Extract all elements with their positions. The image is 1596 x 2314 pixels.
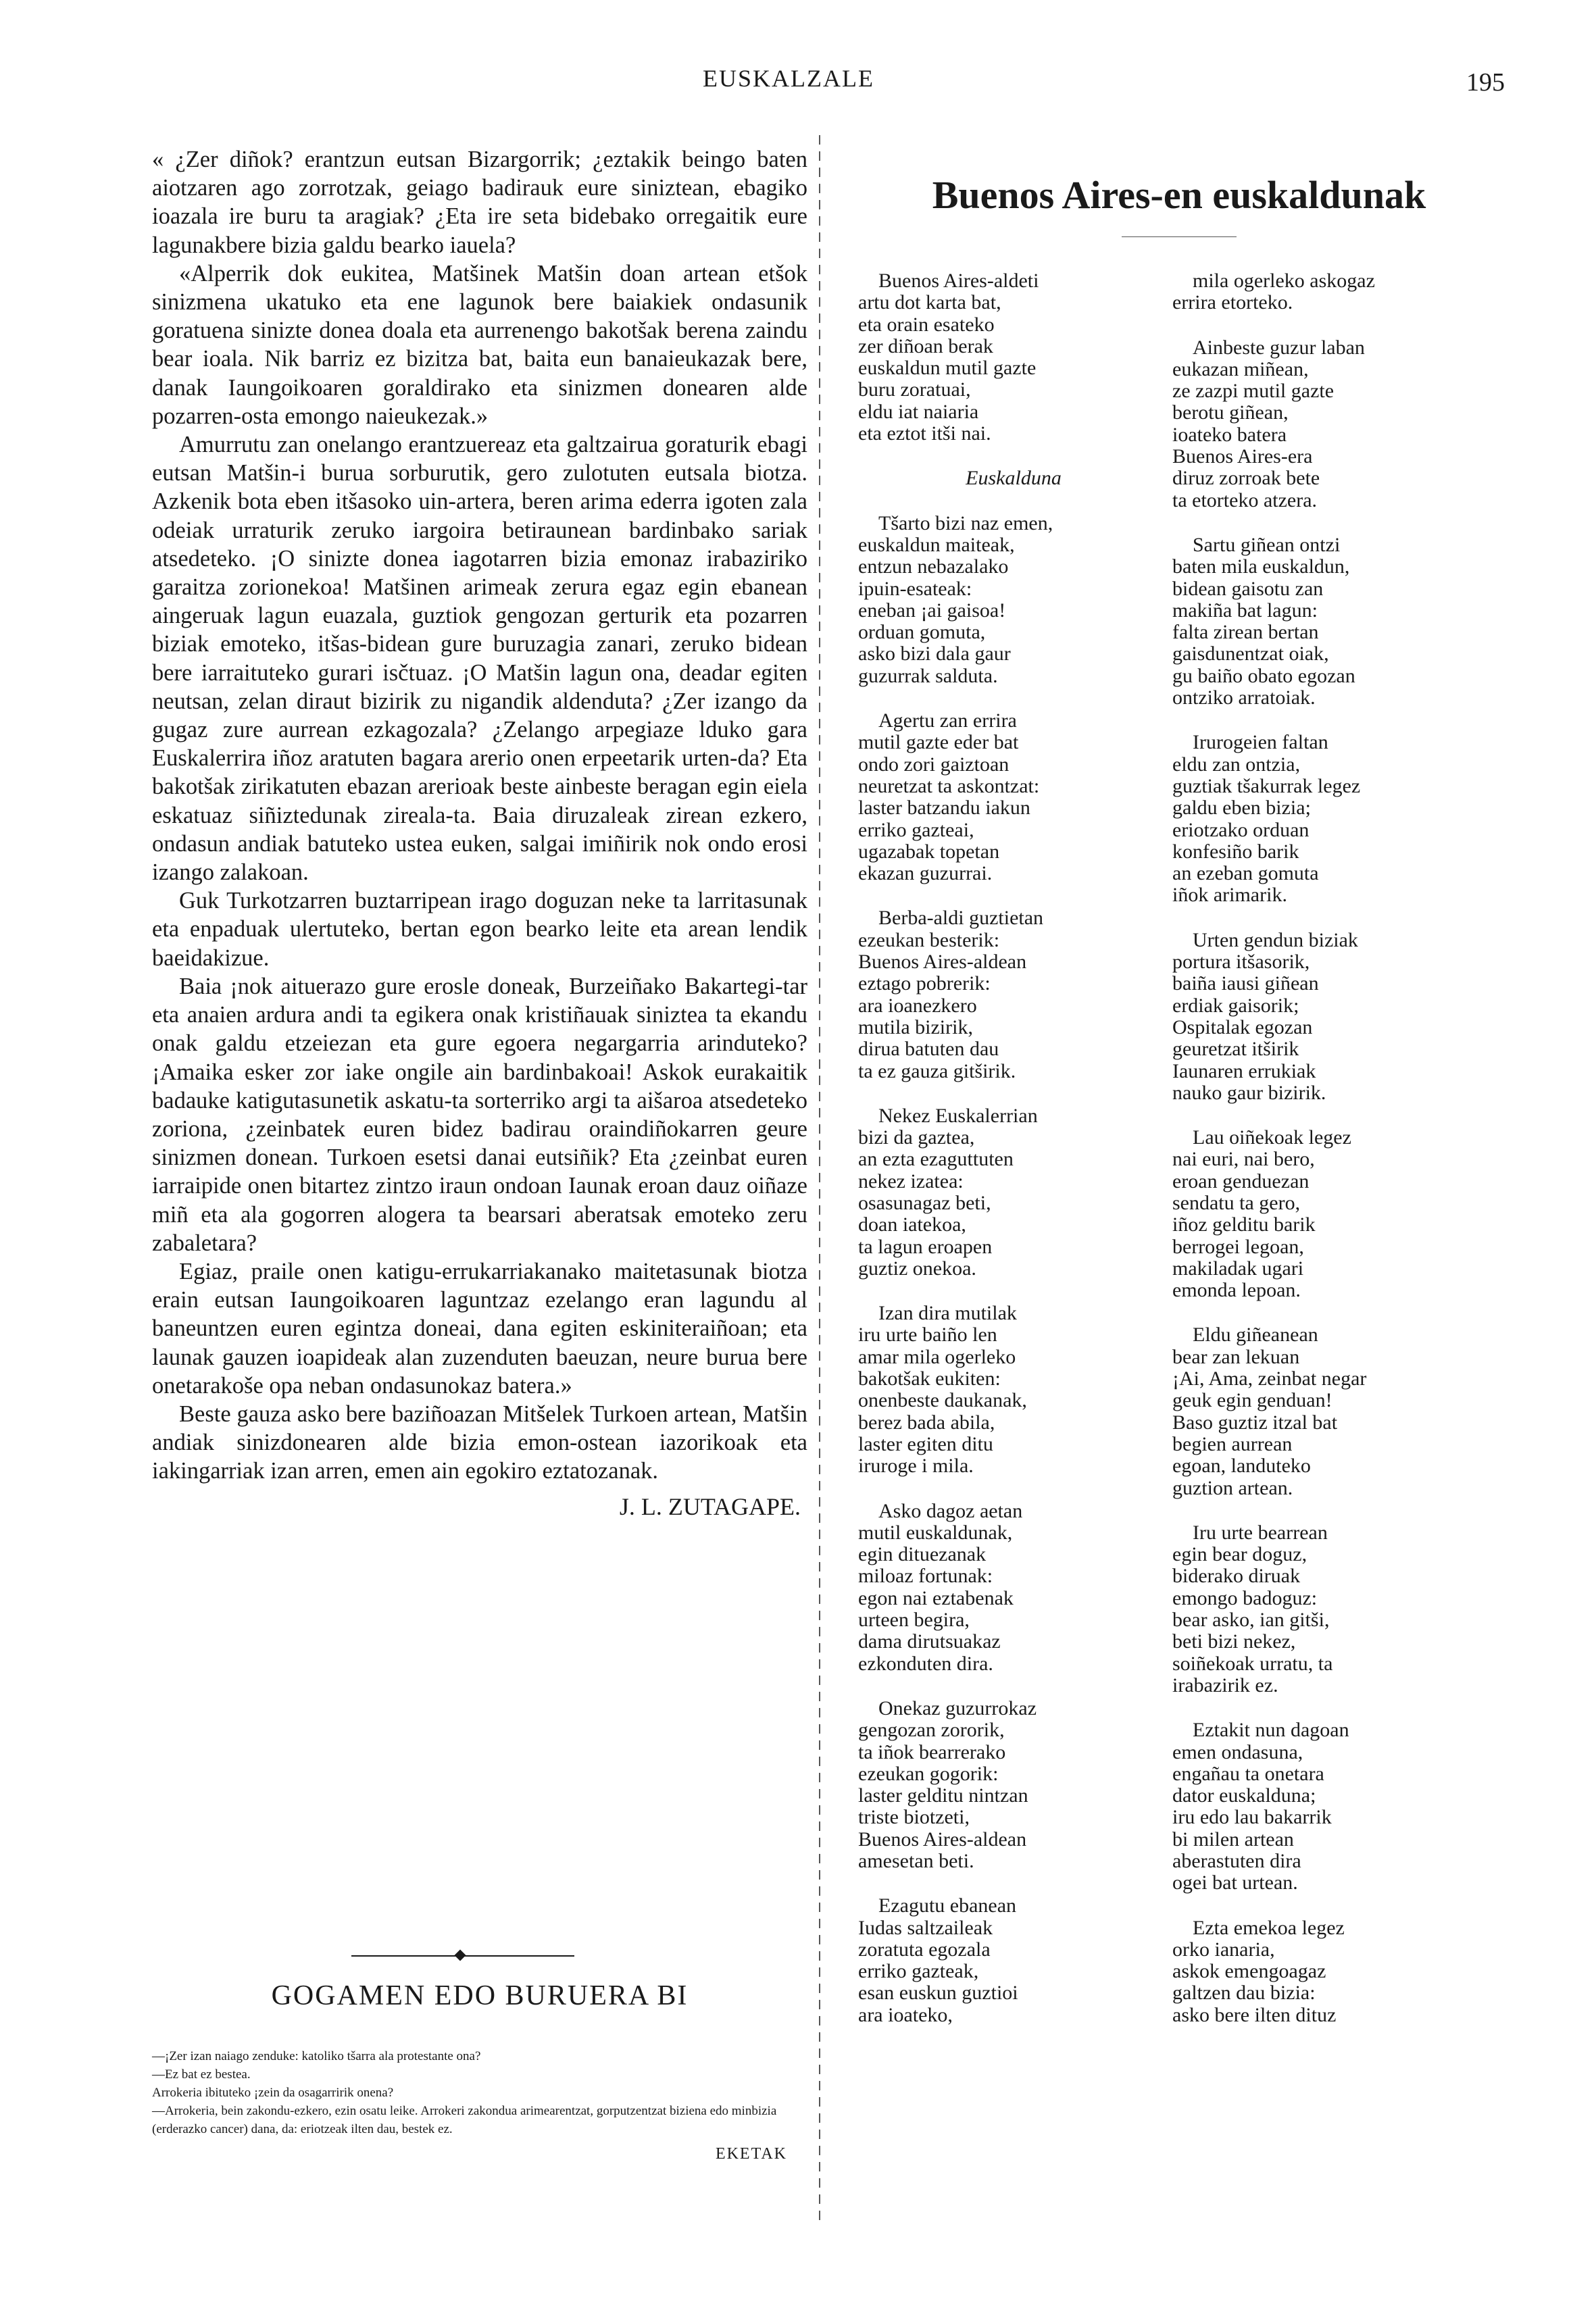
poem-line: laster gelditu nintzan [858,1784,1028,1807]
page-number: 195 [1466,68,1505,97]
poem-line: eldu zan ontzia, [1172,753,1301,776]
poem-line: askok emengoagaz [1172,1960,1326,1983]
poem-stanza [858,1501,1169,1675]
poem-line: eriotzako orduan [1172,818,1310,841]
poem-line: amar mila ogerleko [858,1345,1016,1368]
poem-line: iru urte baiño len [858,1324,997,1347]
running-head: EUSKALZALE [703,65,874,92]
poem-line: nekez izatea: [858,1169,964,1192]
poem-stanza [858,270,1169,445]
poem-line: euskaldun mutil gazte [858,357,1037,380]
poem-line: iruroge i mila. [858,1455,974,1478]
poem-line: eta eztot itši nai. [858,422,991,445]
poem-line: iñok arimarik. [1172,884,1287,907]
poem-line: erriko gazteak, [858,1960,979,1983]
poem-line: soiñekoak urratu, ta [1172,1652,1333,1675]
poem-line: Ainbeste guzur laban [1193,336,1365,359]
poem-line: aberastuten dira [1172,1850,1301,1872]
poem-line: ta etorteko atzera. [1172,488,1318,511]
footnote-author: EKETAK [715,2145,787,2163]
poem-line: zer diñoan berak [858,334,993,357]
poem-line: onenbeste daukanak, [858,1389,1027,1412]
poem-line: ioateko batera [1172,423,1287,446]
poem-line: mila ogerleko askogaz [1193,270,1375,292]
left-column-text [152,145,807,1521]
poem-line: ezeukan gogorik: [858,1762,999,1785]
poem-line: Baso guztiz itzal bat [1172,1411,1338,1434]
poem-line: Buenos Aires-era [1172,445,1313,468]
poem-line: entzun nebazalako [858,555,1009,578]
poem-line: ara ioanezkero [858,994,977,1017]
poem-stanza [1172,270,1490,314]
poem-line: engañau ta onetara [1172,1762,1324,1785]
poem-line: Ezta emekoa legez [1193,1916,1345,1939]
poem-line: baiña iausi giñean [1172,972,1319,995]
poem-line: eldu iat naiaria [858,400,979,423]
poem-line: eukazan miñean, [1172,357,1309,380]
poem-line: makiña bat lagun: [1172,599,1318,622]
poem-stanza [1172,534,1490,709]
poem-line: Iudas saltzaileak [858,1916,993,1939]
poem-line: Buenos Aires-aldean [858,1828,1027,1851]
poem-line: beti bizi nekez, [1172,1630,1296,1653]
poem-line: Irurogeien faltan [1193,731,1328,754]
poem-line: urteen begira, [858,1609,970,1632]
paragraph: « ¿Zer diñok? erantzun eutsan Bizargorrik; ¿eztakik beingo baten aiotzaren ago zorrotzak, geiago badirauk eure siniztean, ebagiko ioazala ire buru ta aragiak? ¿Eta ire seta bidebako orregaitik eure lagunakbere bizia galdu bearko iauela? [152,147,807,258]
poem-line: orduan gomuta, [858,621,986,644]
footnote-line: —¡Zer izan naiago zenduke: katoliko tšarra ala protestante ona? [152,2049,481,2063]
poem-line: ogei bat urtean. [1172,1871,1298,1894]
paragraph: Baia ¡nok aituerazo gure erosle doneak, Burzeiñako Bakartegi-tar eta anaien ardura andi ta egikera onak kristiñauak siniztea ta ekandu onak galdu etzeiezan eta gure egoera negargarria arinduteko? ¡Amaika esker zor iake ongile ain bardinbakoai! Askok eurakaitik badauke katigutasunetik askatu-ta sorterriko argi ta aišaroa atsedeteko zoriona, ¿zeinbatek euren bidez badirau oraindiñokarren geure sinizmen donean. Turkoen esetsi danai eutsiñik? Eta ¿zeinbat euren iarraipide onen bitartez zintzo iraun ondoan Iaunak eroan dauz oiñaze miñ eta ala gogorren alogera ta bearsari aberatsak emoteko zeru zabaletara? [152,973,807,1256]
poem-line: erdiak gaisorik; [1172,994,1299,1017]
section-divider [351,1949,574,1963]
poem-stanza [1172,732,1490,906]
poem-line: ta lagun eroapen [858,1235,993,1258]
paragraph: Amurrutu zan onelango erantzuereaz eta galtzairua goraturik ebagi eutsan Matšin-i burua sorburutik, gero zulotuten eutsala biotza. Azkenik bota eben itšasoko uin-artera, beren arima ederra igoten zala odeiak urraturik zeruko iargoira betiraunean bardinbako sariak atsedeteko. ¡O sinizte donea iagotarren bizia emonaz irabaziriko garaitza zorionekoa! Matšinen arimeak zerura egaz egin ebanean aingeruak lagun euazala, guztiok gengozan gerturik eta pozarren biziak emoteko, itšas-bidean gure buruzagia zanari, zeruko bidean bere iarraituteko gurari isčtuaz. ¡O Matšin lagun ona, deadar egiten neutsan, zelan diraut bizirik zu nigandik aldenduta? ¿Zer izango da gugaz zure aurrean ezkagozala? ¿Zelango arpegiaze lduko gara Euskalerrira iñoz aratuten bagara arerio onen erpeetarik urten-da? Eta bakotšak zirikatuten ebazan arerioak beste ainbeste beragan egin eiela eskatuaz siñiztedunak zireala-ta. Baia diruzaleak zirean ezkero, ondasun andiak batuteko ustea euken, salgai imiñirik nok ondo erosi izango zalakoan. [152,432,807,886]
poem-line: asko bizi dala gaur [858,643,1011,665]
poem-column-right [1172,270,1490,2049]
poem-line: gaisdunentzat oiak, [1172,643,1329,665]
poem-stanza [1172,1719,1490,1894]
poem-stanza [1172,1324,1490,1499]
poem-line: bear zan lekuan [1172,1345,1300,1368]
poem-line: Izan dira mutilak [878,1302,1017,1325]
footnote-line: —Ez bat ez bestea. [152,2067,251,2082]
poem-line: buru zoratuai, [858,378,971,401]
poem-line: berez bada abila, [858,1411,995,1434]
poem-line: laster batzandu iakun [858,797,1030,820]
poem-line: gu baiño obato egozan [1172,664,1355,687]
poem-line: Eztakit nun dagoan [1193,1719,1349,1742]
poem-line: guztiz onekoa. [858,1257,976,1280]
poem-line: triste biotzeti, [858,1806,970,1829]
poem-line: bizi da gaztea, [858,1126,975,1149]
poem-line: ipuin-esateak: [858,577,972,600]
poem-line: eroan genduezan [1172,1169,1310,1192]
poem-line: eta orain esateko [858,313,995,336]
poem-line: ugazabak topetan [858,840,1000,863]
poem-line: zoratuta egozala [858,1938,991,1961]
divider-ornament-icon [455,1950,466,1961]
poem-line: Lau oiñekoak legez [1193,1126,1351,1149]
poem-line: ezkonduten dira. [858,1652,993,1675]
poem-line: artu dot karta bat, [858,291,1001,314]
poem-line: gengozan zororik, [858,1719,1005,1742]
poem-line: Iru urte bearrean [1193,1521,1328,1544]
footnote-line: Arrokeria ibituteko ¡zein da osagarririk onena? [152,2086,394,2100]
poem-line: doan iatekoa, [858,1213,966,1236]
poem-line: portura itšasorik, [1172,951,1310,974]
poem-line: ta iñok bearrerako [858,1740,1006,1763]
poem-line: ezeukan besterik: [858,928,1000,951]
poem-line: galdu eben bizia; [1172,797,1311,820]
poem-line: begien aurrean [1172,1432,1293,1455]
paragraph: Beste gauza asko bere baziñoazan Mitšelek Turkoen artean, Matšin andiak sinizdonearen alde bizia emon-ostean iazorikoak eta iakingarriak izan arren, emen ain egokiro eztatozanak. [152,1401,807,1484]
poem-line: dama dirutsuakaz [858,1630,1001,1653]
poem-line: emonda lepoan. [1172,1279,1301,1302]
poem-line: asko bere ilten dituz [1172,2003,1337,2026]
poem-line: berrogei legoan, [1172,1235,1304,1258]
poem-line: laster egiten ditu [858,1432,993,1455]
poem-line: neuretzat ta askontzat: [858,774,1040,797]
poem-stanza [858,907,1169,1082]
column-separator [819,135,820,2223]
poem-stanza [858,1895,1169,2026]
poem-line: sendatu ta gero, [1172,1191,1301,1214]
footnotes [152,2047,807,2163]
author-signature: J. L. ZUTAGAPE. [619,1492,801,1520]
title-rule [1122,236,1237,237]
poem-stanza [858,1303,1169,1477]
poem-line: miloaz fortunak: [858,1565,993,1588]
poem-line: bear asko, ian gitši, [1172,1609,1330,1632]
poem-line: mutil euskaldunak, [858,1521,1013,1544]
poem-line: iru edo lau bakarrik [1172,1806,1332,1829]
poem-line: geuk egin genduan! [1172,1389,1332,1412]
poem-line: dator euskalduna; [1172,1784,1316,1807]
poem-line: bi milen artean [1172,1828,1294,1851]
poem-line: nai euri, nai bero, [1172,1148,1315,1171]
poem-line: Onekaz guzurrokaz [878,1696,1037,1719]
poem-line: errira etorteko. [1172,291,1293,314]
poem-line: esan euskun guztioi [858,1982,1018,2005]
poem-line: konfesiño barik [1172,840,1299,863]
poem-line: Sartu giñean ontzi [1193,533,1341,556]
poem-line: guztion artean. [1172,1476,1293,1499]
poem-line: an ezeban gomuta [1172,862,1319,885]
poem-line: Tšarto bizi naz emen, [878,511,1053,534]
poem-line: Buenos Aires-aldeti [878,270,1039,292]
poem-line: baten mila euskaldun, [1172,555,1350,578]
poem-line: mutila bizirik, [858,1015,973,1038]
poem-line: Nekez Euskalerrian [878,1104,1038,1127]
poem-line: ¡Ai, Ama, zeinbat negar [1172,1367,1367,1390]
poem-stanza [1172,1127,1490,1301]
paragraph: Guk Turkotzarren buztarripean irago doguzan neke ta larritasunak eta enpaduak ulertuteko, bertan egon bearko leite eta arean lendik baeidakizue. [152,888,807,971]
poem-line: egon nai eztabenak [858,1586,1014,1609]
poem-line: erriko gazteai, [858,818,974,841]
poem-line: Berba-aldi guztietan [878,907,1044,930]
poem-line: Iaunaren errukiak [1172,1059,1316,1082]
poem-line: Eldu giñeanean [1193,1324,1318,1347]
poem-stanza [1172,930,1490,1104]
poem-line: amesetan beti. [858,1850,974,1872]
poem-line: iñoz gelditu barik [1172,1213,1316,1236]
poem-line: egin dituezanak [858,1543,987,1566]
poem-line: Buenos Aires-aldean [858,951,1027,974]
poem-line: diruz zorroak bete [1172,467,1320,490]
poem-line: bidean gaisotu zan [1172,577,1324,600]
poem-line: irabazirik ez. [1172,1674,1278,1696]
footnote-line: —Arrokeria, bein zakondu-ezkero, ezin osatu leike. Arrokeri zakondua arimearentzat, gorputzentzat biziena edo minbizia (erderazko cancer) dana, da: eriotzeak ilten dau, bestek ez. [152,2104,777,2136]
poem-stanza [858,1105,1169,1280]
paragraph: «Alperrik dok eukitea, Matšinek Matšin doan artean etšok sinizmena ukatuko eta ene lagunok bere baiakiek ondasunik goratuena sinizte donea doala eta aurrenengo bakotšak berena zaindu bear ioala. Nik barriz ez bizitza bat, baita eun banaieukazak bere, danak Iaungoikoaren goraldirako eta sinizmen donearen alde pozarren-osta emongo naieukezak.» [152,260,807,429]
poem-line: guztiak tšakurrak legez [1172,774,1361,797]
poem-line: Agertu zan errira [878,709,1017,732]
poem-line: makiladak ugari [1172,1257,1304,1280]
poem-title: Buenos Aires-en euskaldunak [932,173,1426,217]
poem-line: Urten gendun biziak [1193,928,1358,951]
poem-line: galtzen dau bizia: [1172,1982,1316,2005]
poem-line: biderako diruak [1172,1565,1301,1588]
poem-stanza [1172,1522,1490,1696]
poem-line: falta zirean bertan [1172,621,1319,644]
poem-line: an ezta ezaguttuten [858,1148,1014,1171]
poem-line: ta ez gauza gitširik. [858,1059,1016,1082]
poem-stanza [858,1698,1169,1872]
poem-line: euskaldun maiteak, [858,533,1015,556]
poem-line: geuretzat itširik [1172,1038,1299,1061]
poem-stanza [858,513,1169,687]
poem-line: osasunagaz beti, [858,1191,991,1214]
poem-line: guzurrak salduta. [858,664,998,687]
poem-line: Asko dagoz aetan [878,1499,1023,1522]
poem-column-left [858,270,1169,2049]
paragraph: Egiaz, praile onen katigu-errukarriakanako maitetasunak biotza erain eutsan Iaungoikoaren laguntzaz ezelango eran lagundu al baneuntzen euren egintza doneai, dana egiten eskiniteraiñoan; eta launak gauzen ioapideak alan zuzenduten baeuzan, neure burua bere onetarakoše opa neban ondasunokaz batera.» [152,1258,807,1399]
poem-line: bakotšak eukiten: [858,1367,1001,1390]
poem-line: ontziko arratoiak. [1172,686,1316,709]
poem-stanza [1172,337,1490,511]
poem-line: nauko gaur bizirik. [1172,1081,1326,1104]
poem-line: Ospitalak egozan [1172,1015,1313,1038]
poem-line: Ezagutu ebanean [878,1894,1017,1917]
poem-line: ondo zori gaiztoan [858,753,1009,776]
poem-line: ara ioateko, [858,2003,953,2026]
poem-line: ze zazpi mutil gazte [1172,380,1335,403]
poem-line: egin bear doguz, [1172,1543,1307,1566]
poem-stanza [1172,1917,1490,2026]
poem-signature: Euskalduna [966,467,1062,490]
poem-line: berotu giñean, [1172,401,1289,424]
poem-line: ekazan guzurrai. [858,862,993,885]
poem-line: eztago pobrerik: [858,972,991,995]
poem-line: eneban ¡ai gaisoa! [858,599,1006,622]
poem-line: emongo badoguz: [1172,1586,1318,1609]
poem-line: orko ianaria, [1172,1938,1275,1961]
poem-line: dirua batuten dau [858,1038,999,1061]
poem-stanza [858,710,1169,884]
poem-line: egoan, landuteko [1172,1455,1311,1478]
section-title: GOGAMEN EDO BURUERA BI [271,1980,689,2011]
poem-line: emen ondasuna, [1172,1740,1303,1763]
poem-line: mutil gazte eder bat [858,731,1019,754]
